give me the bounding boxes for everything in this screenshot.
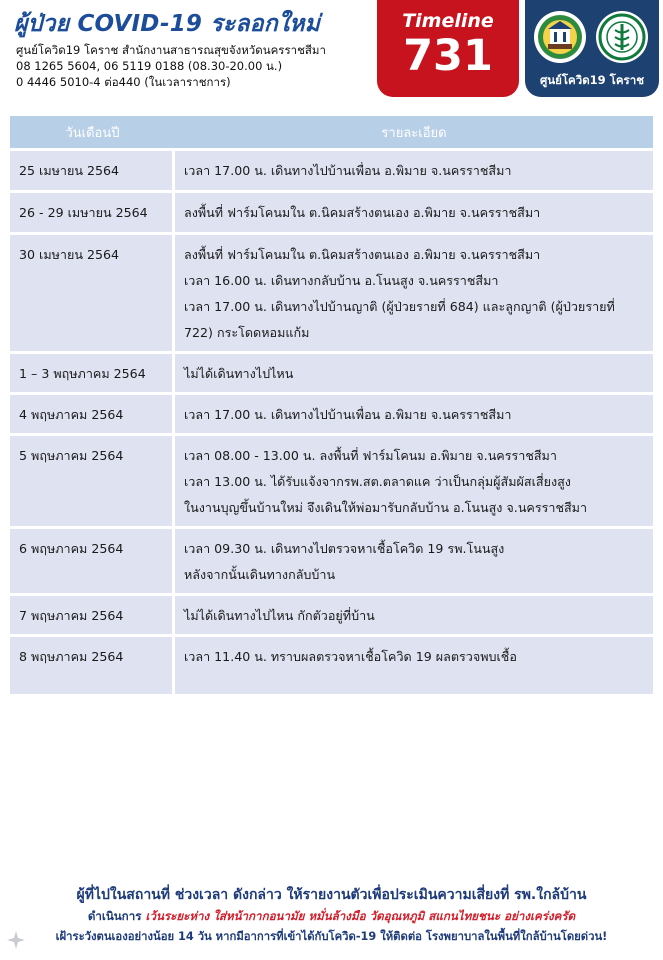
detail-line: ไม่ได้เดินทางไปไหน [184,366,294,381]
detail-line: ไม่ได้เดินทางไปไหน กักตัวอยู่ที่บ้าน [184,608,375,623]
table-row [10,596,653,634]
row-details [175,235,653,351]
row-details [175,529,653,593]
row-date: 1 – 3 พฤษภาคม 2564 [10,354,175,392]
table-row [10,436,653,526]
table-row [10,151,653,190]
timeline-badge [377,0,519,97]
table-row [10,529,653,593]
timeline-table [10,113,653,697]
detail-line: 722) กระโดดหอมแก้ม [184,325,310,340]
table-header-row [10,116,653,148]
detail-line: ในงานบุญขึ้นบ้านใหม่ จึงเดินให้พ่อมารับกลับบ้าน อ.โนนสูง จ.นครราชสีมา [184,500,588,515]
table-row [10,235,653,351]
detail-line: หลังจากนั้นเดินทางกลับบ้าน [184,567,336,582]
contact-line-org: ศูนย์โควิด19 โคราช สำนักงานสาธารณสุขจังหวัดนครราชสีมา [16,43,326,57]
table-row [10,354,653,392]
row-details [175,436,653,526]
detail-line: เวลา 08.00 - 13.00 น. ลงพื้นที่ ฟาร์มโคนม อ.พิมาย จ.นครราชสีมา [184,448,557,463]
footer-measures-prefix: ดำเนินการ [87,909,142,923]
row-details [175,193,653,232]
contact-line-office: 0 4446 5010-4 ต่อ440 (ในเวลาราชการ) [16,75,231,89]
footer-notice [0,884,663,948]
row-details [175,637,653,694]
row-details [175,151,653,190]
row-date: 5 พฤษภาคม 2564 [10,436,175,526]
ministry-public-health-icon [596,11,648,63]
table-row [10,395,653,433]
row-date: 7 พฤษภาคม 2564 [10,596,175,634]
row-details [175,354,653,392]
row-date: 26 - 29 เมษายน 2564 [10,193,175,232]
footer-line-report: ผู้ที่ไปในสถานที่ ช่วงเวลา ดังกล่าว ให้รายงานตัวเพื่อประเมินความเสี่ยงที่ รพ.ใกล้บ้าน [76,887,587,903]
footer-measures-highlight: เว้นระยะห่าง ใส่หน้ากากอนามัย หมั่นล้างมือ วัดอุณหภูมิ สแกนไทยชนะ อย่างเคร่งครัด [145,909,576,923]
logo-panel [525,0,659,97]
logo-caption: ศูนย์โควิด19 โคราช [539,73,644,87]
detail-line: ลงพื้นที่ ฟาร์มโคนมใน ต.นิคมสร้างตนเอง อ.พิมาย จ.นครราชสีมา [184,247,541,262]
header-date: วันเดือนปี [10,116,175,148]
detail-line: เวลา 13.00 น. ได้รับแจ้งจากรพ.สต.ตลาดแค ว่าเป็นกลุ่มผู้สัมผัสเสี่ยงสูง [184,474,571,489]
contact-info [16,42,326,90]
footer-line-measures [0,906,663,926]
header-details: รายละเอียด [175,116,653,148]
row-date: 30 เมษายน 2564 [10,235,175,351]
detail-line: เวลา 17.00 น. เดินทางไปบ้านเพื่อน อ.พิมาย จ.นครราชสีมา [184,407,512,422]
table-row [10,637,653,694]
timeline-number: 731 [403,31,493,81]
sparkle-icon [6,930,28,950]
footer-line-monitor: เฝ้าระวังตนเองอย่างน้อย 14 วัน หากมีอาการที่เข้าได้กับโควิด-19 ให้ติดต่อ โรงพยาบาลในพื้นที่ใกล้บ้านโดยด่วน! [55,930,608,943]
contact-line-mobile: 08 1265 5604, 06 5119 0188 (08.30-20.00 น.) [16,59,283,73]
header [0,0,663,104]
page-title: ผู้ป่วย COVID-19 ระลอกใหม่ [14,11,321,37]
row-date: 4 พฤษภาคม 2564 [10,395,175,433]
timeline-label: Timeline [402,10,494,32]
detail-line: ลงพื้นที่ ฟาร์มโคนมใน ต.นิคมสร้างตนเอง อ.พิมาย จ.นครราชสีมา [184,205,541,220]
row-date: 8 พฤษภาคม 2564 [10,637,175,694]
row-date: 6 พฤษภาคม 2564 [10,529,175,593]
detail-line: เวลา 17.00 น. เดินทางไปบ้านเพื่อน อ.พิมาย จ.นครราชสีมา [184,163,512,178]
detail-line: เวลา 09.30 น. เดินทางไปตรวจหาเชื้อโควิด 19 รพ.โนนสูง [184,541,505,556]
detail-line: เวลา 16.00 น. เดินทางกลับบ้าน อ.โนนสูง จ.นครราชสีมา [184,273,499,288]
row-date: 25 เมษายน 2564 [10,151,175,190]
table-row [10,193,653,232]
detail-line: เวลา 11.40 น. ทราบผลตรวจหาเชื้อโควิด 19 ผลตรวจพบเชื้อ [184,649,517,664]
row-details [175,596,653,634]
detail-line: เวลา 17.00 น. เดินทางไปบ้านญาติ (ผู้ป่วยรายที่ 684) และลูกญาติ (ผู้ป่วยรายที่ [184,299,615,314]
row-details [175,395,653,433]
provincial-seal-icon [534,11,586,63]
